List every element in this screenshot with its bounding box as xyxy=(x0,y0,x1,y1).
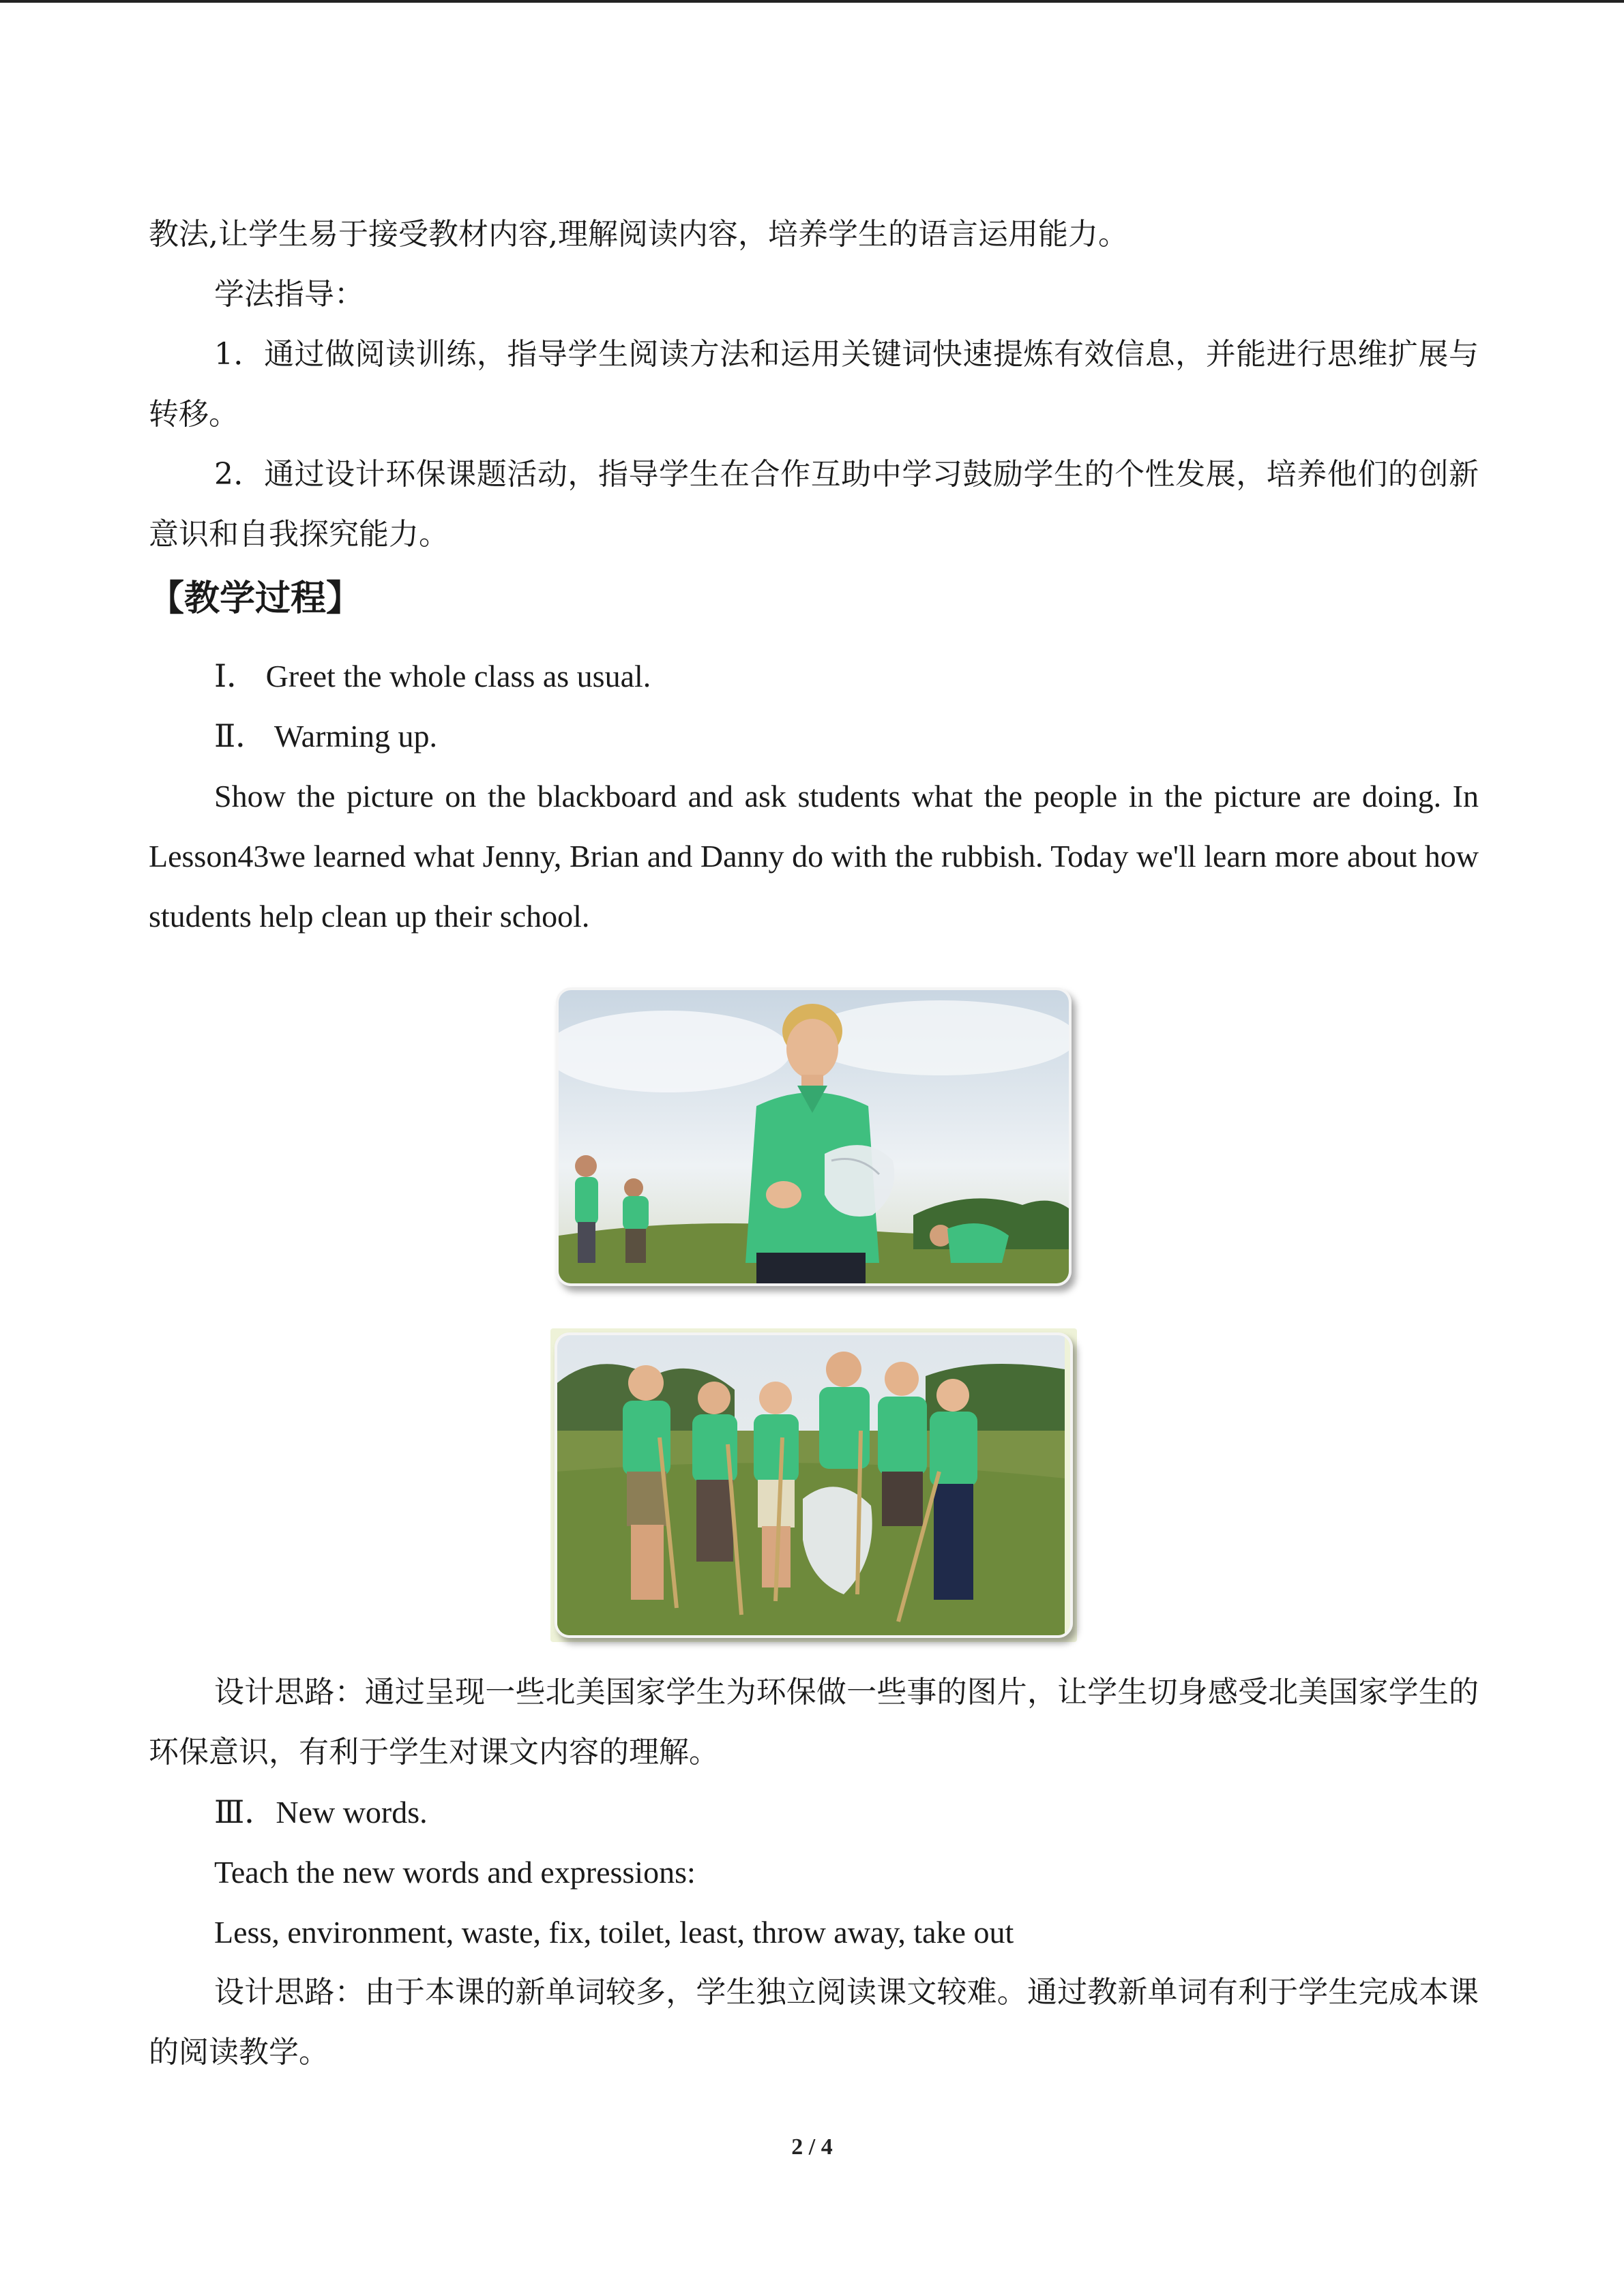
boy-collecting-litter-photo xyxy=(556,987,1072,1286)
section-heading: 【教学过程】 xyxy=(149,578,362,619)
document-body xyxy=(149,205,1479,2083)
paragraph: 2．通过设计环保课题活动，指导学生在合作互助中学习鼓励学生的个性发展，培养他们的创新意识和自我探究能力。 xyxy=(149,457,1479,552)
paragraph: 教法,让学生易于接受教材内容,理解阅读内容，培养学生的语言运用能力。 xyxy=(149,217,1128,252)
photo-1-wrapper xyxy=(556,987,1072,1286)
paragraph: 1．通过做阅读训练，指导学生阅读方法和运用关键词快速提炼有效信息，并能进行思维扩展与转移。 xyxy=(149,337,1479,432)
step-2: Ⅱ． Warming up. xyxy=(214,719,437,754)
new-words-list: Less, environment, waste, fix, toilet, least, throw away, take out xyxy=(214,1915,1014,1950)
design-idea-1: 设计思路：通过呈现一些北美国家学生为环保做一些事的图片，让学生切身感受北美国家学生的环保意识，有利于学生对课文内容的理解。 xyxy=(149,1675,1479,1770)
design-idea-2: 设计思路：由于本课的新单词较多，学生独立阅读课文较难。通过教新单词有利于学生完成本课的阅读教学。 xyxy=(149,1975,1479,2070)
step-2-text: Show the picture on the blackboard and ask students what the people in the picture are doing. In Lesson43we learned what Jenny, Brian and Danny do with the rubbish. Today we'll learn more about how students help clean up their school. xyxy=(149,779,1479,934)
paragraph: 学法指导： xyxy=(214,277,364,312)
group-of-students-photo xyxy=(555,1332,1073,1638)
page-number: 2 / 4 xyxy=(791,2134,833,2160)
photo-1-illustration xyxy=(559,990,1069,1283)
step-3: Ⅲ．New words. xyxy=(214,1795,428,1830)
page-top-border xyxy=(0,0,1624,3)
photo-2-wrapper xyxy=(550,1328,1077,1642)
step-3-text: Teach the new words and expressions: xyxy=(214,1855,696,1890)
step-1: Ⅰ． Greet the whole class as usual. xyxy=(214,659,651,694)
photo-2-illustration xyxy=(557,1335,1065,1635)
